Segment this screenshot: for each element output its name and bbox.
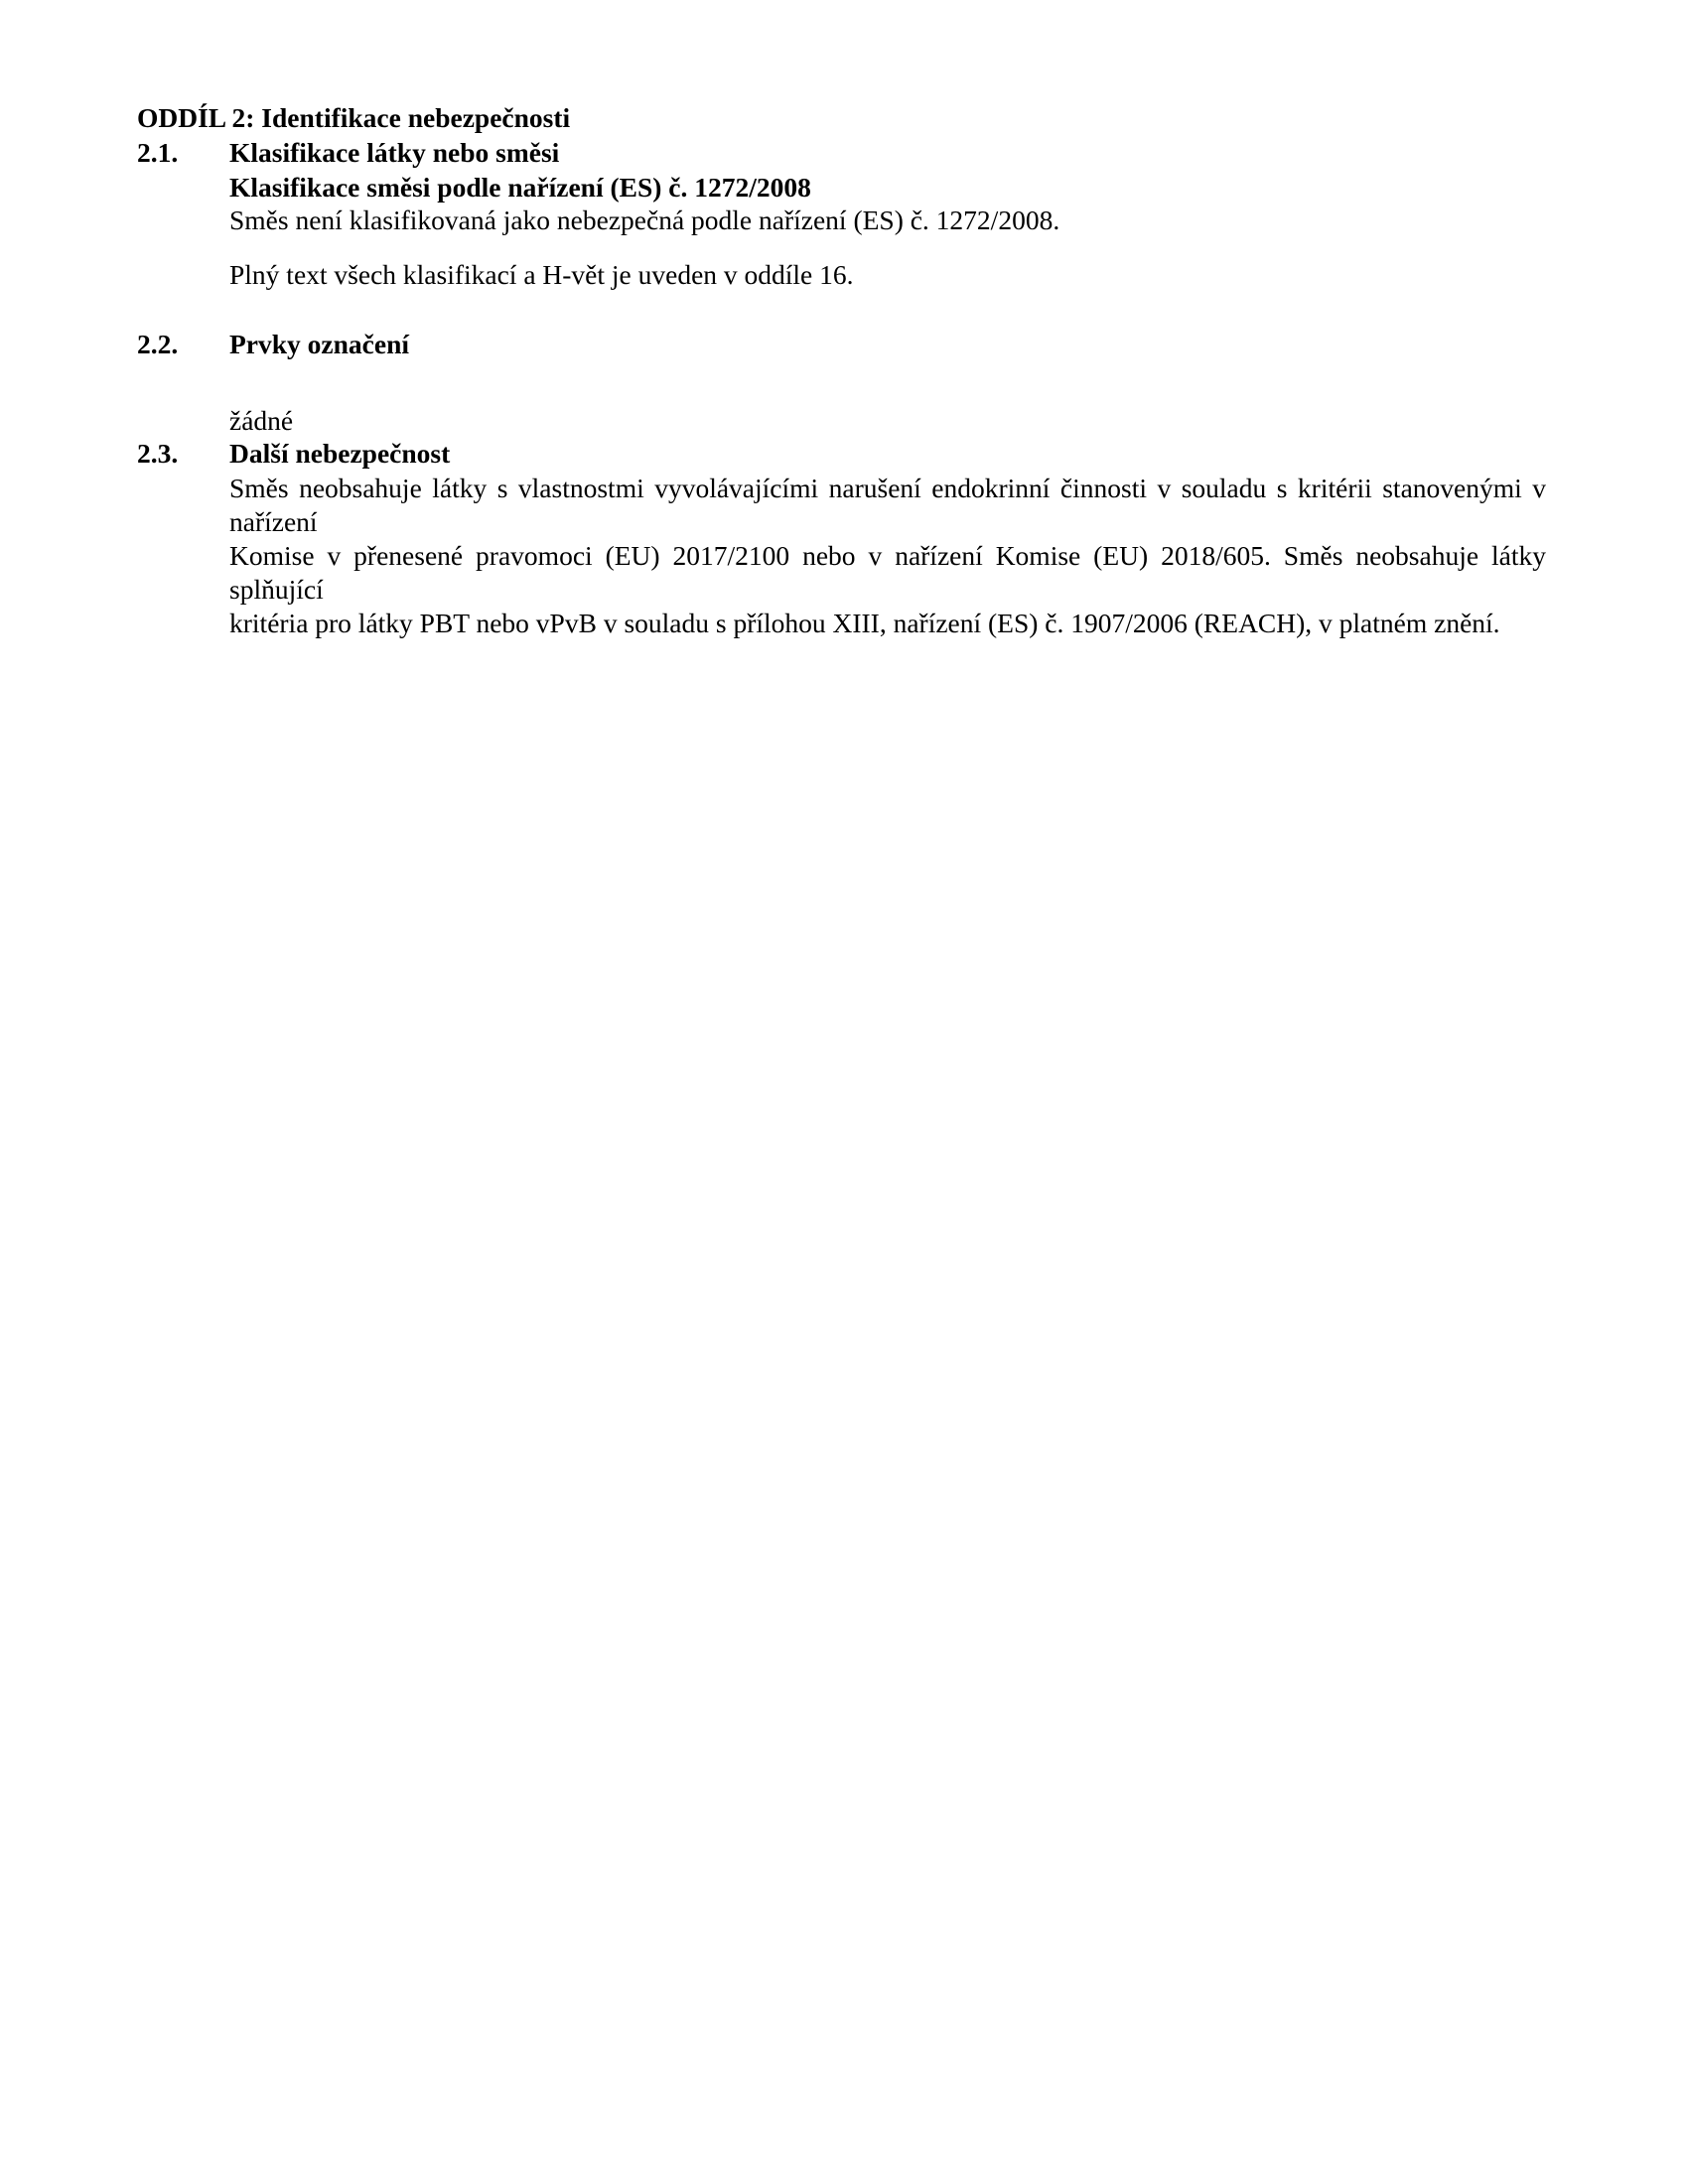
- subsection-2-3-title: Další nebezpečnost: [229, 438, 451, 469]
- full-text-reference-note: Plný text všech klasifikací a H-vět je uveden v oddíle 16.: [229, 259, 854, 290]
- other-hazards-line-2: Komise v přenesené pravomoci (EU) 2017/2100 nebo v nařízení Komise (EU) 2018/605. Směs neobsahuje látky splňující: [229, 540, 1546, 605]
- classification-statement: Směs není klasifikovaná jako nebezpečná podle nařízení (ES) č. 1272/2008.: [229, 205, 1060, 235]
- other-hazards-line-1: Směs neobsahuje látky s vlastnostmi vyvolávajícími narušení endokrinní činnosti v souladu s kritérii stanovenými v nařízení: [229, 473, 1546, 537]
- subsection-2-2-number: 2.2.: [137, 329, 179, 359]
- other-hazards-line-3: kritéria pro látky PBT nebo vPvB v souladu s přílohou XIII, nařízení (ES) č. 1907/2006 (REACH), v platném znění.: [229, 608, 1500, 638]
- subsection-2-3-number: 2.3.: [137, 438, 179, 469]
- subsection-2-1-title: Klasifikace látky nebo směsi: [229, 137, 560, 168]
- classification-regulation-subheading: Klasifikace směsi podle nařízení (ES) č. 1272/2008: [229, 172, 811, 203]
- section-heading: ODDÍL 2: Identifikace nebezpečnosti: [137, 102, 571, 133]
- label-elements-none-value: žádné: [229, 405, 294, 436]
- subsection-2-2-title: Prvky označení: [229, 329, 410, 359]
- other-hazards-paragraph: [229, 472, 1546, 640]
- subsection-2-1-number: 2.1.: [137, 137, 179, 168]
